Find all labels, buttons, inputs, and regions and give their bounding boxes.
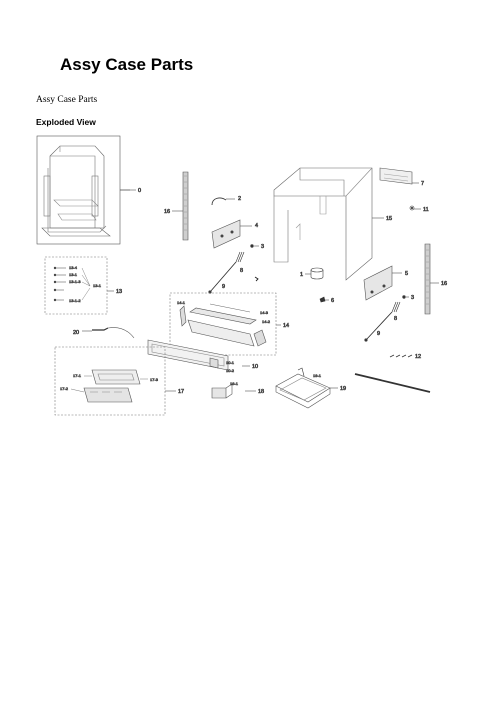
part-clip	[255, 277, 258, 281]
label-13: 13	[116, 289, 123, 295]
part-0-tub	[37, 136, 130, 244]
label-10: 10	[252, 364, 259, 370]
page-subtitle: Assy Case Parts	[36, 95, 98, 105]
label-4: 4	[255, 223, 259, 229]
label-13-1-3: 13-1-3	[69, 279, 81, 284]
label-17-2: 17-2	[60, 386, 69, 391]
label-19: 19	[340, 386, 347, 392]
label-13-4: 13-4	[69, 265, 78, 270]
part-4-panel	[212, 220, 240, 248]
label-17-1: 17-1	[73, 373, 82, 378]
label-17: 17	[178, 389, 185, 395]
part-8-spring-left	[236, 252, 244, 262]
part-1-cylinder	[311, 268, 323, 279]
label-8-left: 8	[240, 268, 244, 274]
label-18-1: 18-1	[230, 381, 239, 386]
label-7: 7	[421, 181, 425, 187]
page-title: Assy Case Parts	[60, 55, 194, 74]
label-14: 14	[283, 323, 290, 329]
part-16-left-strip	[183, 172, 188, 240]
part-6	[320, 297, 325, 302]
label-14-2: 14-2	[262, 319, 271, 324]
label-11: 11	[423, 207, 429, 213]
label-1: 1	[300, 272, 304, 278]
part-7-bracket	[380, 168, 412, 184]
label-9-left: 9	[222, 284, 226, 290]
part-12-screws	[390, 355, 412, 357]
label-14-1: 14-1	[177, 300, 186, 305]
label-12: 12	[415, 354, 422, 360]
part-5-panel	[364, 266, 392, 300]
label-18: 18	[258, 389, 265, 395]
part-3-screw-right	[403, 296, 406, 299]
part-19-base	[276, 368, 330, 408]
label-8-right: 8	[394, 316, 398, 322]
label-3-left: 3	[261, 244, 265, 250]
part-15-case	[274, 168, 372, 280]
label-5: 5	[405, 271, 409, 277]
label-13-1-2: 13-1-2	[69, 298, 81, 303]
label-13-1b: 13-1	[69, 272, 78, 277]
label-3-right: 3	[411, 295, 415, 301]
label-2: 2	[238, 196, 242, 202]
label-15: 15	[386, 216, 393, 222]
part-3-screw-left	[251, 245, 254, 248]
label-16-left: 16	[164, 209, 171, 215]
label-14-3: 14-3	[260, 310, 269, 315]
part-10-control-panel	[148, 340, 228, 370]
part-18	[212, 384, 232, 398]
label-10-2: 10-2	[226, 368, 235, 373]
part-16-right-strip	[425, 244, 430, 314]
label-16-right: 16	[441, 281, 448, 287]
part-2-hook	[212, 198, 226, 205]
label-0: 0	[138, 188, 142, 194]
label-6: 6	[331, 298, 335, 304]
label-20: 20	[73, 330, 80, 336]
label-17-3: 17-3	[150, 377, 159, 382]
label-9-right: 9	[377, 331, 381, 337]
group-14-box	[170, 293, 276, 355]
part-8-spring-right	[392, 302, 400, 312]
part-long-bar	[355, 374, 430, 392]
label-10-1: 10-1	[226, 360, 235, 365]
part-11	[410, 206, 414, 210]
part-20-hose	[92, 327, 134, 338]
label-19-1: 19-1	[313, 373, 322, 378]
group-17-box	[55, 347, 165, 415]
section-heading: Exploded View	[36, 117, 96, 127]
label-13-1: 13-1	[93, 283, 102, 288]
